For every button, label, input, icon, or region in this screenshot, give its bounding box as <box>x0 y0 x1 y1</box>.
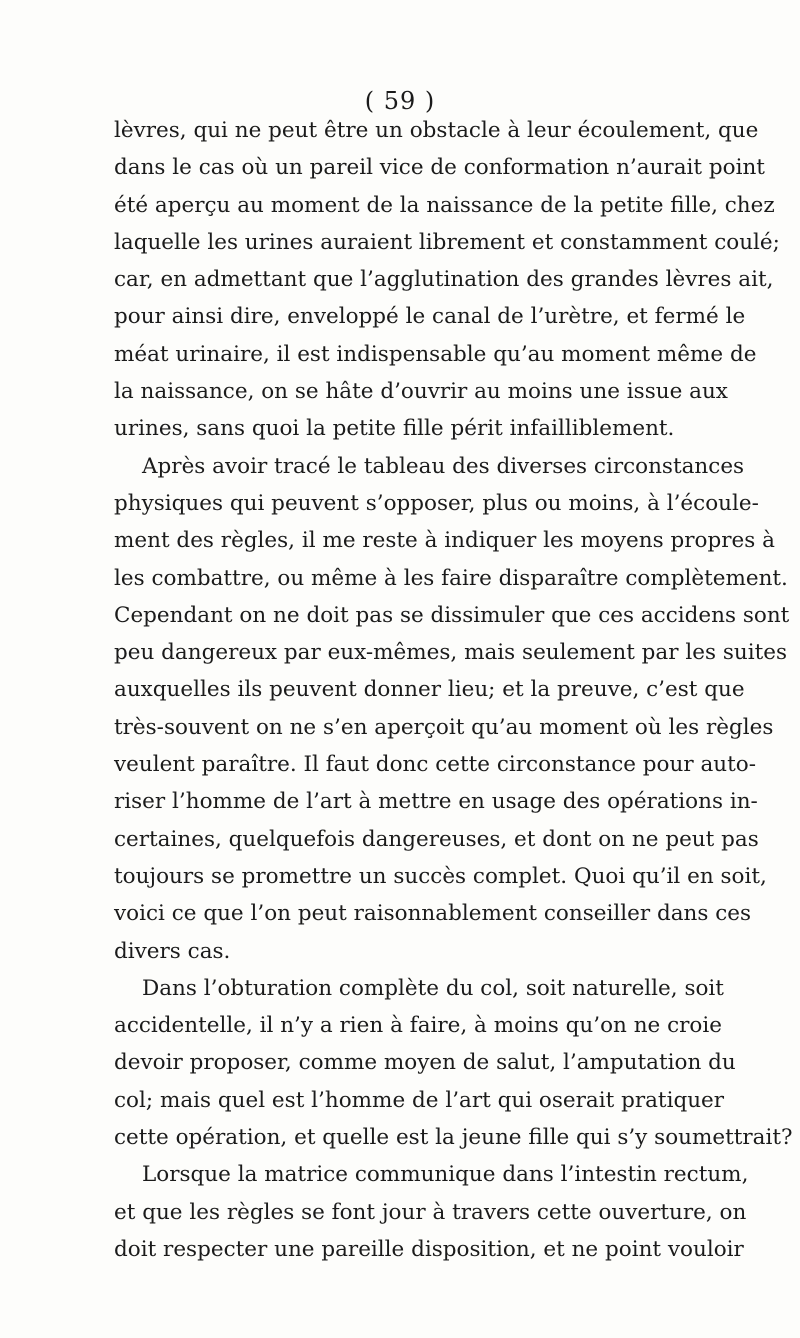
text-line: dans le cas où un pareil vice de conformation n’aurait point <box>114 155 765 181</box>
text-line: auxquelles ils peuvent donner lieu; et la preuve, c’est que <box>114 677 745 703</box>
text-line: certaines, quelquefois dangereuses, et dont on ne peut pas <box>114 826 759 852</box>
text-line: Dans l’obturation complète du col, soit naturelle, soit <box>142 975 724 1001</box>
text-line: devoir proposer, comme moyen de salut, l’amputation du <box>114 1050 736 1076</box>
text-line: Après avoir tracé le tableau des diverses circonstances <box>142 453 745 479</box>
text-line: doit respecter une pareille disposition, et ne point vouloir <box>114 1236 744 1262</box>
text-line: urines, sans quoi la petite fille périt infailliblement. <box>114 416 675 442</box>
paragraph-2 <box>114 448 790 970</box>
text-line: les combattre, ou même à les faire disparaître complètement. <box>114 565 788 591</box>
text-line: pour ainsi dire, enveloppé le canal de l’urètre, et fermé le <box>114 304 746 330</box>
text-line: veulent paraître. Il faut donc cette circonstance pour auto- <box>114 752 756 778</box>
text-line: riser l’homme de l’art à mettre en usage des opérations in- <box>114 789 758 815</box>
text-line: car, en admettant que l’agglutination des grandes lèvres ait, <box>114 267 774 293</box>
body-text <box>114 112 793 1268</box>
text-line: accidentelle, il n’y a rien à faire, à moins qu’on ne croie <box>114 1013 722 1039</box>
text-line: physiques qui peuvent s’opposer, plus ou moins, à l’écoule- <box>114 490 759 516</box>
paragraph-4 <box>114 1156 749 1268</box>
text-line: col; mais quel est l’homme de l’art qui oserait pratiquer <box>114 1087 725 1113</box>
text-line: divers cas. <box>114 938 231 964</box>
text-line: très-souvent on ne s’en aperçoit qu’au moment où les règles <box>114 714 774 740</box>
text-line: laquelle les urines auraient librement et constamment coulé; <box>114 229 780 255</box>
page-number: ( 59 ) <box>364 87 436 115</box>
text-line: ment des règles, il me reste à indiquer les moyens propres à <box>114 528 775 554</box>
text-line: et que les règles se font jour à travers cette ouverture, on <box>114 1199 747 1225</box>
text-line: toujours se promettre un succès complet. Quoi qu’il en soit, <box>114 863 767 889</box>
paragraph-3 <box>114 970 793 1156</box>
paragraph-1 <box>114 112 780 448</box>
text-line: la naissance, on se hâte d’ouvrir au moins une issue aux <box>114 379 728 405</box>
text-line: méat urinaire, il est indispensable qu’au moment même de <box>114 341 757 367</box>
text-line: Cependant on ne doit pas se dissimuler que ces accidens sont <box>114 602 790 628</box>
text-line: Lorsque la matrice communique dans l’intestin rectum, <box>142 1162 749 1188</box>
text-line: été aperçu au moment de la naissance de la petite fille, chez <box>114 192 775 218</box>
text-line: voici ce que l’on peut raisonnablement conseiller dans ces <box>114 901 752 927</box>
text-line: cette opération, et quelle est la jeune fille qui s’y soumettrait? <box>114 1125 793 1151</box>
text-line: lèvres, qui ne peut être un obstacle à leur écoulement, que <box>114 118 759 143</box>
text-line: peu dangereux par eux-mêmes, mais seulement par les suites <box>114 640 787 666</box>
